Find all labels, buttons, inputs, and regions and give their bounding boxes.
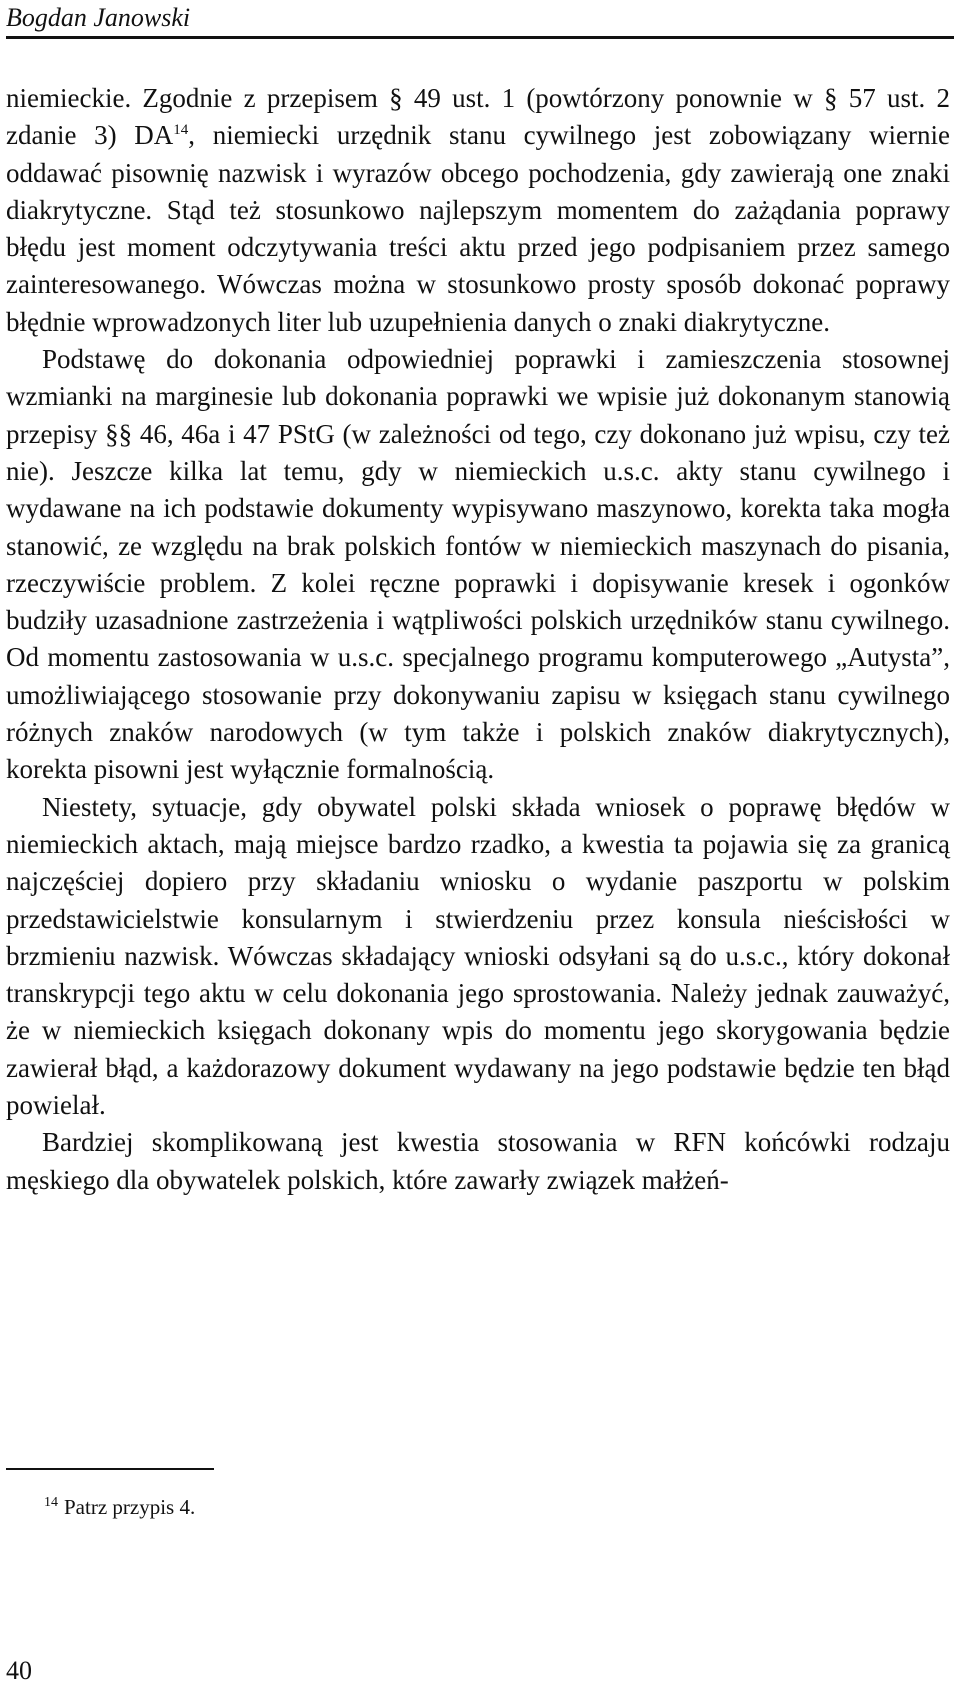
paragraph-2: Podstawę do dokonania odpowiedniej poprawki i zamieszczenia stosownej wzmianki na marginesie lub dokonania poprawki we wpisie już dokonanym stanowią przepisy §§ 46, 46a i 47 PStG (w zależności od tego, czy dokonano już wpisu, czy też nie). Jeszcze kilka lat temu, gdy w niemieckich u.s.c. akty stanu cywilnego i wydawane na ich podstawie dokumenty wypisywano maszynowo, korekta taka mogła stanowić, ze względu na brak polskich fontów w niemieckich maszynach do pisania, rzeczywiście problem. Z kolei ręczne poprawki i dopisywanie kresek i ogonków budziły uzasadnione zastrzeżenia i wątpliwości polskich urzędników stanu cywilnego. Od momentu zastosowania w u.s.c. specjalnego programu komputerowego „Autysta”, umożliwiającego stosowanie przy dokonywaniu zapisu w księgach stanu cywilnego różnych znaków narodowych (w tym także i polskich znaków diakrytycznych), korekta pisowni jest wyłącznie formalnością. <box>6 344 950 785</box>
footnote-reference: 14 <box>173 122 189 139</box>
footnote-rule <box>6 1468 214 1470</box>
footnote <box>44 1494 195 1521</box>
header-rule <box>6 36 954 39</box>
paragraph-1-text-before: niemieckie. Zgodnie z przepisem § 49 ust. 1 (powtórzony ponownie w § 57 ust. 2 zdanie 3) DA <box>6 83 950 151</box>
running-head: Bogdan Janowski <box>6 3 191 32</box>
footnote-text: Patrz przypis 4. <box>64 1495 196 1519</box>
page-number: 40 <box>6 1656 32 1685</box>
paragraph-1 <box>6 80 950 341</box>
footnote-number: 14 <box>44 1495 58 1510</box>
paragraph-3: Niestety, sytuacje, gdy obywatel polski składa wniosek o poprawę błędów w niemieckich aktach, mają miejsce bardzo rzadko, a kwestia ta pojawia się za granicą najczęściej dopiero przy składaniu wniosku o wydanie paszportu w polskim przedstawicielstwie konsularnym i stwierdzeniu przez konsula nieścisłości w brzmieniu nazwisk. Wówczas składający wnioski odsyłani są do u.s.c., który dokonał transkrypcji tego aktu w celu dokonania jego sprostowania. Należy jednak zauważyć, że w niemieckich księgach dokonany wpis do momentu jego skorygowania będzie zawierał błąd, a każdorazowy dokument wydawany na jego podstawie będzie ten błąd powielał. <box>6 791 950 1121</box>
paragraph-4: Bardziej skomplikowaną jest kwestia stosowania w RFN końcówki rodzaju męskiego dla obywatelek polskich, które zawarły związek małżeń- <box>6 1127 950 1195</box>
main-text <box>6 80 950 1199</box>
paragraph-1-text-after: , niemiecki urzędnik stanu cywilnego jest zobowiązany wiernie oddawać pisownię nazwisk i wyrazów obcego pochodzenia, gdy zawierają one znaki diakrytyczne. Stąd też stosunkowo najlepszym momentem do zażądania poprawy błędu jest moment odczytywania treści aktu przed jego podpisaniem przez samego zainteresowanego. Wówczas można w stosunkowo prosty sposób dokonać poprawy błędnie wprowadzonych liter lub uzupełnienia danych o znaki diakrytyczne. <box>6 120 950 337</box>
